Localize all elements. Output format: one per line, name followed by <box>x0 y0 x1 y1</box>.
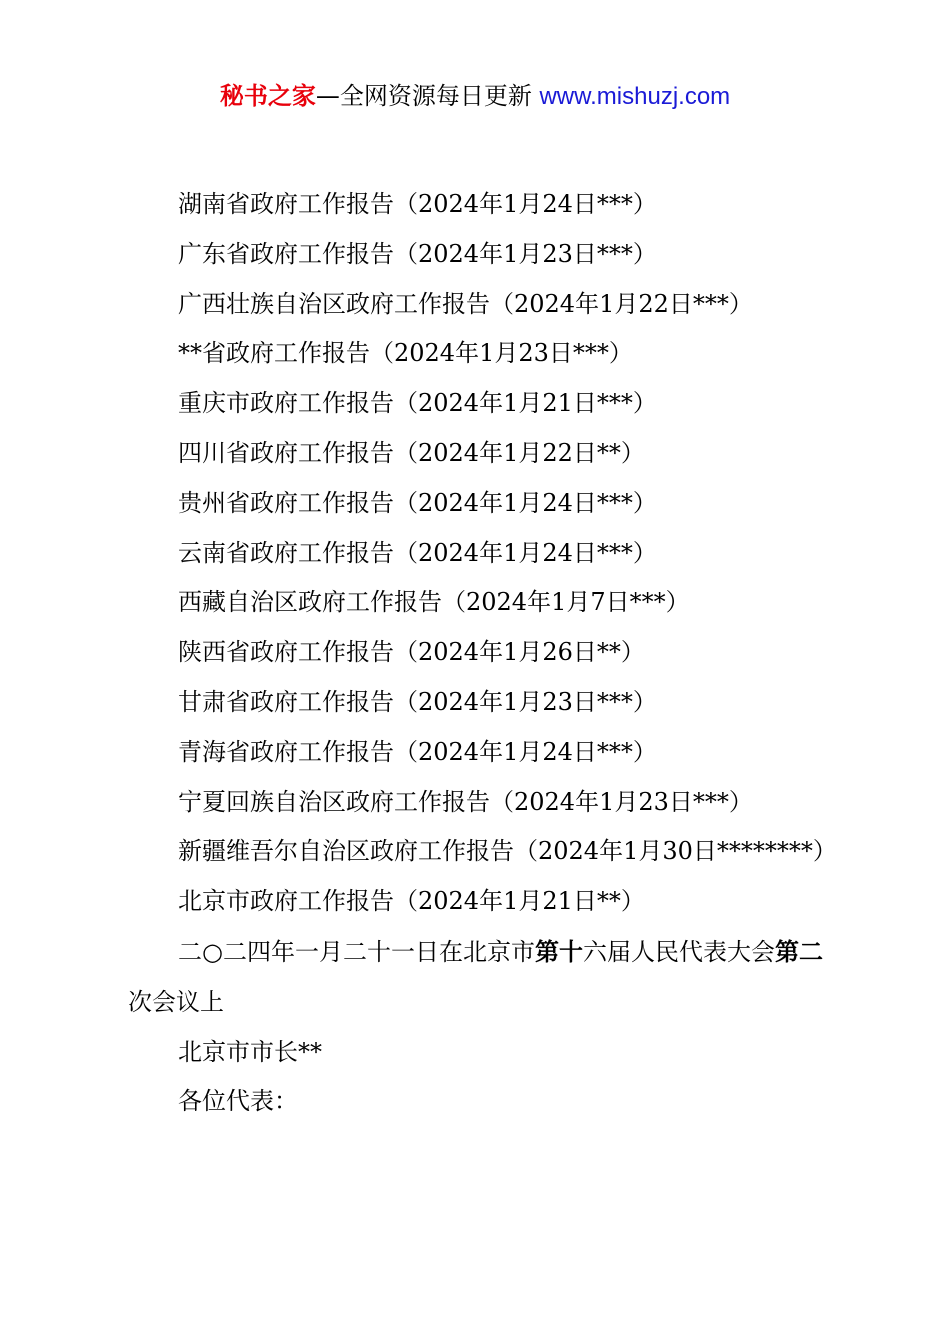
report-line-xizang: 西藏自治区政府工作报告（2024年1月7日***） <box>178 588 690 617</box>
meeting-line <box>128 927 832 1028</box>
report-line-xinjiang: 新疆维吾尔自治区政府工作报告（2024年1月30日********） <box>178 837 837 866</box>
report-line-masked-province: **省政府工作报告（2024年1月23日***） <box>178 339 633 368</box>
report-line-guizhou: 贵州省政府工作报告（2024年1月24日***） <box>178 488 657 517</box>
greeting-line: 各位代表： <box>178 1087 298 1116</box>
meeting-text-5: 次会议上 <box>128 987 224 1016</box>
site-url-link[interactable]: www.mishuzj.com <box>539 83 731 110</box>
report-line-sichuan: 四川省政府工作报告（2024年1月22日**） <box>178 438 645 467</box>
report-line-ningxia: 宁夏回族自治区政府工作报告（2024年1月23日***） <box>178 787 753 816</box>
report-line-hunan: 湖南省政府工作报告（2024年1月24日***） <box>178 190 657 218</box>
report-line-beijing: 北京市政府工作报告（2024年1月21日**） <box>178 887 645 916</box>
report-line-qinghai: 青海省政府工作报告（2024年1月24日***） <box>178 737 657 766</box>
report-line-yunnan: 云南省政府工作报告（2024年1月24日***） <box>178 538 657 567</box>
meeting-text-3: 六届人民代表大会 <box>582 937 775 966</box>
site-header <box>0 78 950 115</box>
speaker-line: 北京市市长** <box>178 1037 322 1066</box>
report-line-gansu: 甘肃省政府工作报告（2024年1月23日***） <box>178 687 657 716</box>
report-line-shaanxi: 陕西省政府工作报告（2024年1月26日**） <box>178 638 645 667</box>
report-line-chongqing: 重庆市政府工作报告（2024年1月21日***） <box>178 389 657 418</box>
document-body <box>128 180 837 1127</box>
meeting-text-2: 第十 <box>534 936 583 966</box>
report-line-guangxi: 广西壮族自治区政府工作报告（2024年1月22日***） <box>178 289 753 318</box>
report-line-guangdong: 广东省政府工作报告（2024年1月23日***） <box>178 239 657 268</box>
header-slogan: —全网资源每日更新 <box>315 82 532 110</box>
meeting-text-4: 第二 <box>774 936 823 966</box>
brand-name: 秘书之家 <box>219 82 316 110</box>
meeting-text-1: 二○二四年一月二十一日在北京市 <box>178 937 535 966</box>
